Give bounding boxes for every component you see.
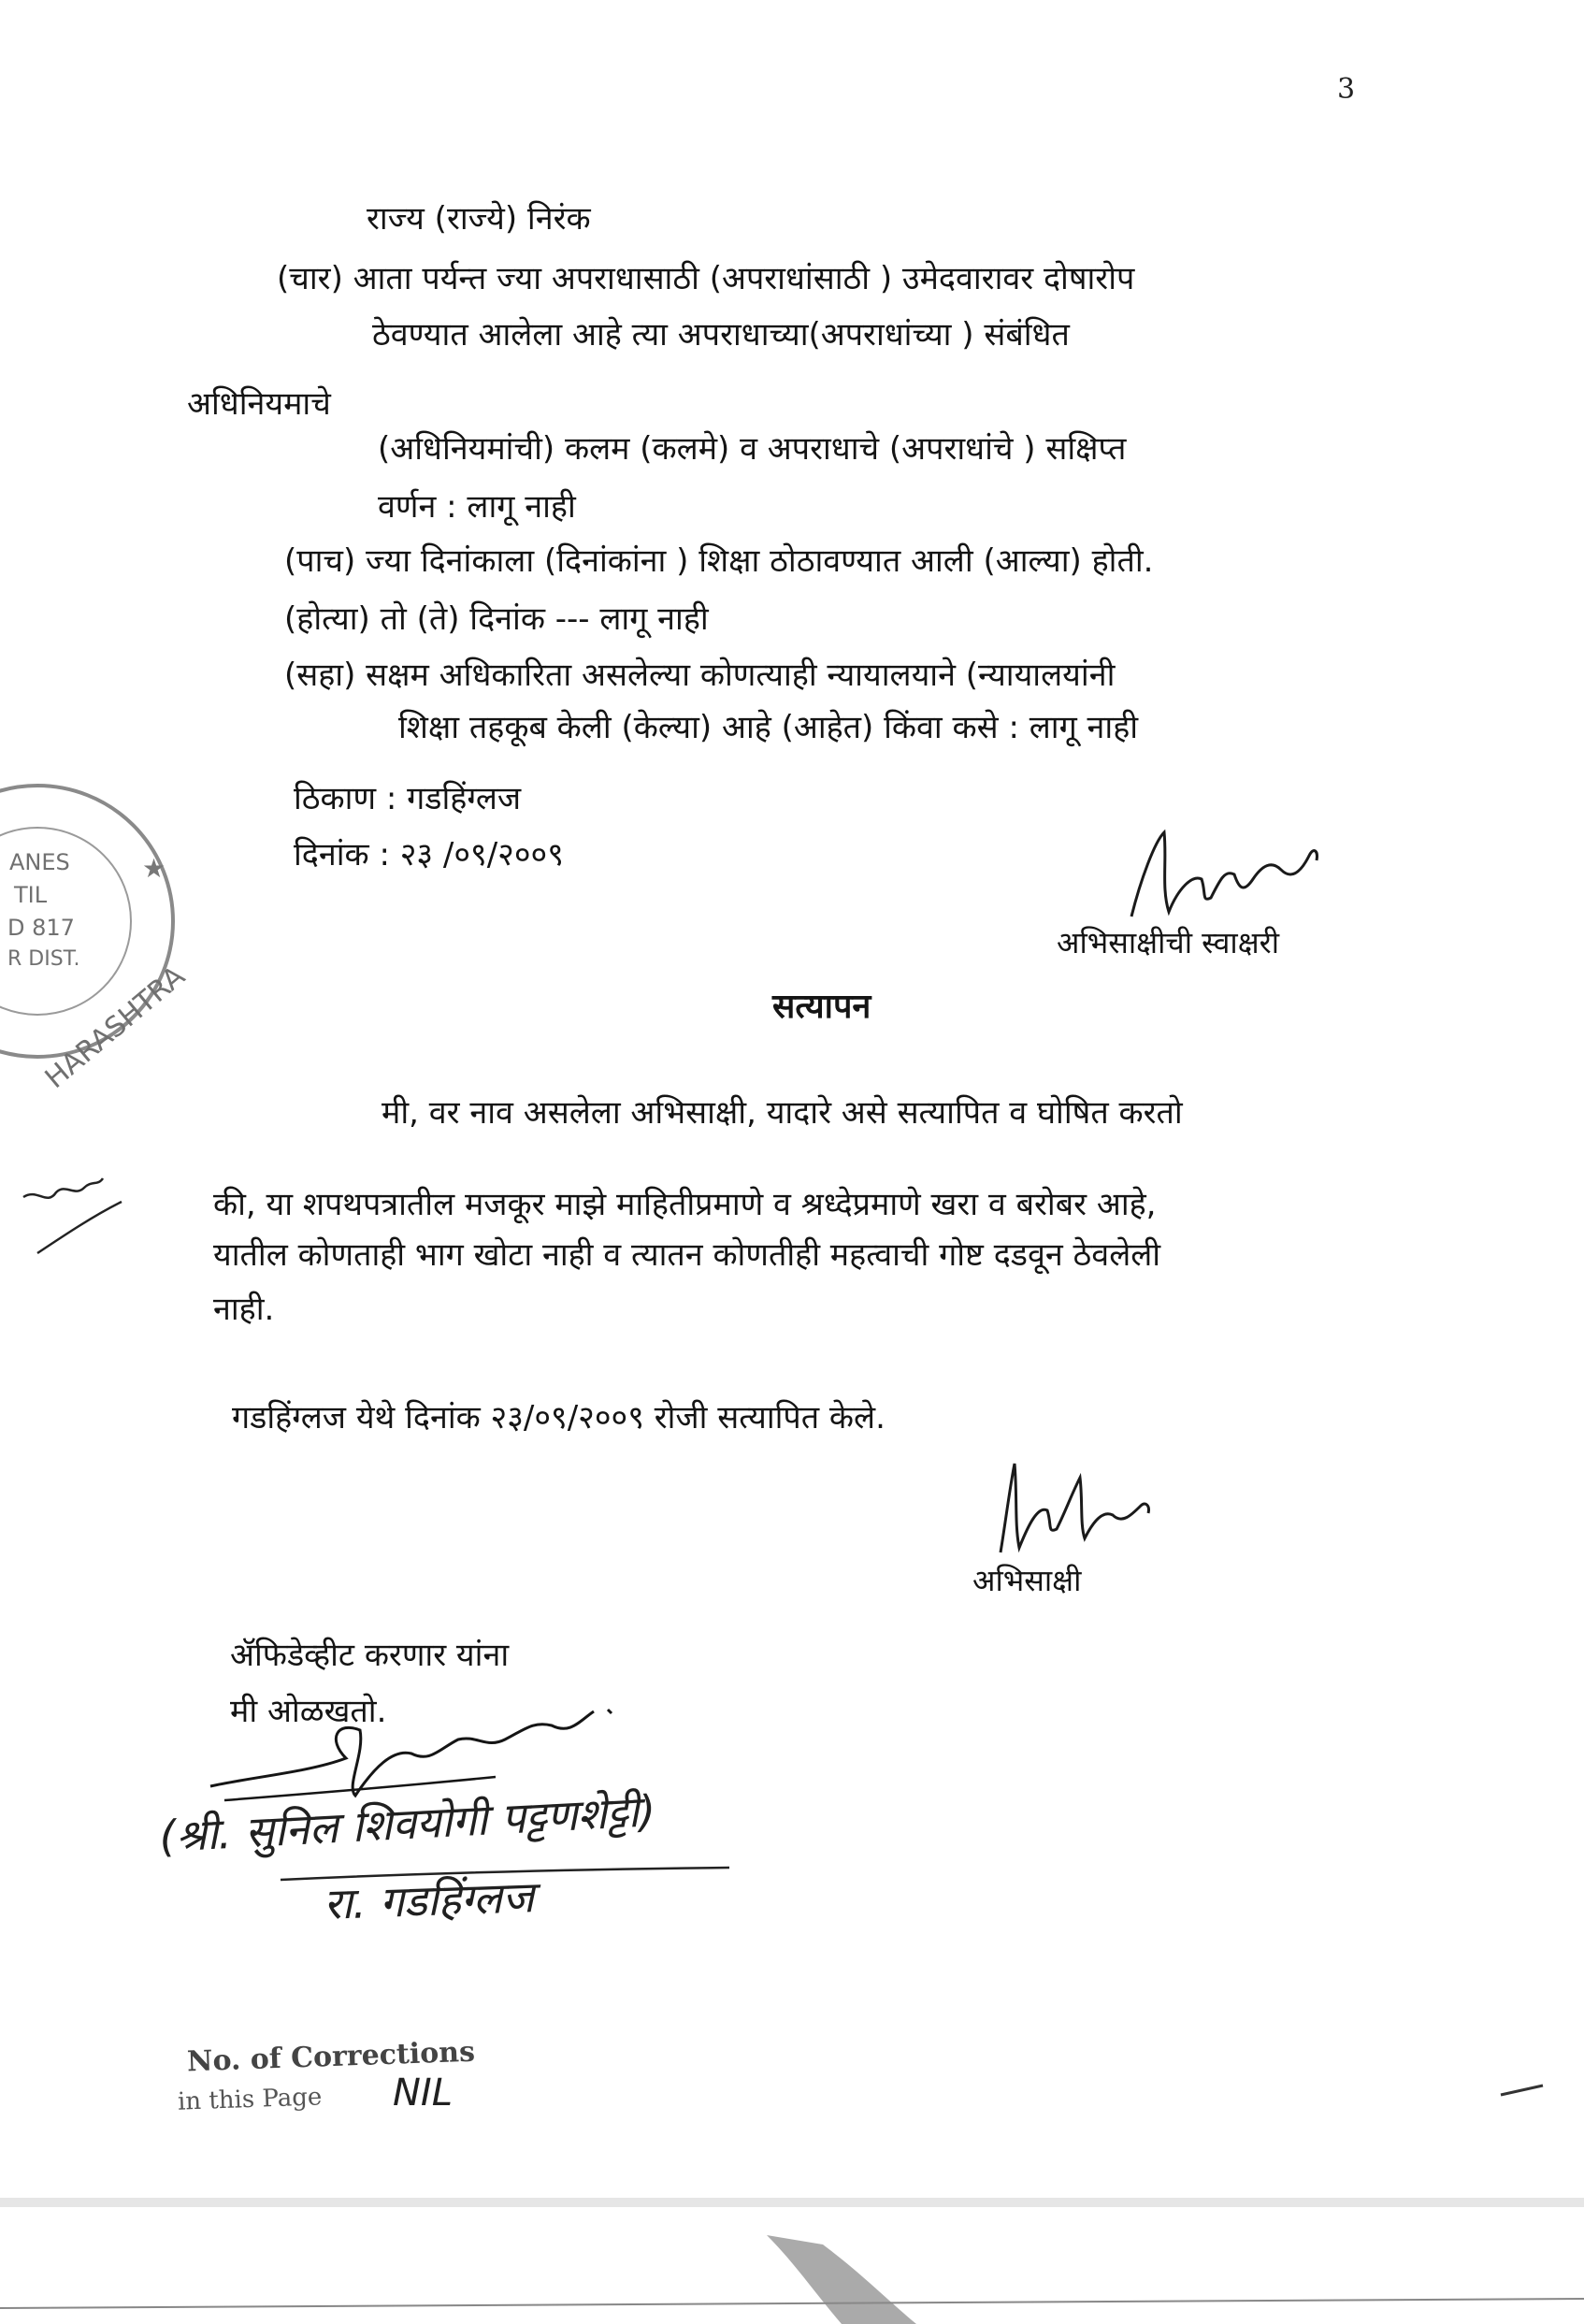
clause-six-line: (सहा) सक्षम अधिकारिता असलेल्या कोणत्याही न्यायालयाने (न्यायालयांनी (284, 657, 1116, 694)
stamp-fragment-2: TIL (14, 882, 48, 908)
date-line: दिनांक : २३ /०९/२००९ (294, 836, 564, 873)
clause-four-continuation: ठेवण्यात आलेला आहे त्या अपराधाच्या(अपराधांच्या ) संबंधित (372, 316, 1070, 354)
description-not-applicable: वर्णन : लागू नाही (378, 488, 576, 526)
identifier-statement-line: मी ओळखतो. (230, 1693, 387, 1730)
verification-heading: सत्यापन (772, 988, 871, 1026)
corrections-nil-handwritten: NIL (393, 2071, 454, 2115)
verification-para-line-1: मी, वर नाव असलेला अभिसाक्षी, यादारे असे सत्यापित व घोषित करतो (382, 1094, 1183, 1132)
verification-para-line-4: नाही. (213, 1291, 275, 1328)
state-line: राज्य (राज्ये) निरंक (367, 200, 591, 238)
verification-place-date: गडहिंग्लज येथे दिनांक २३/०९/२००९ रोजी सत्यापित केले. (232, 1399, 886, 1436)
stamp-fragment-5: HARASHTRA (38, 960, 192, 1096)
page-number: 3 (1337, 73, 1356, 106)
identifier-intro-line: ॲफिडेव्हीट करणार यांना (230, 1637, 510, 1674)
act-line: अधिनियमाचे (187, 385, 331, 423)
stamp-fragment-1: ANES (9, 849, 70, 875)
margin-initials (19, 1160, 131, 1263)
date-not-applicable-line: (होत्या) तो (ते) दिनांक --- लागू नाही (284, 600, 709, 638)
corrections-stamp-line-1: No. of Corrections (186, 2035, 476, 2079)
right-edge-mark (1496, 2076, 1552, 2104)
deponent-signature-1 (1113, 823, 1337, 926)
verification-para-line-2: की, या शपथपत्रातील मजकूर माझे माहितीप्रमाणे व श्रध्देप्रमाणे खरा व बरोबर आहे, (213, 1186, 1157, 1223)
notary-rubber-stamp (0, 767, 206, 1096)
handwritten-address: रा. गडहिंग्लज (323, 1871, 535, 1929)
handwritten-underline (281, 1866, 748, 1884)
clause-five-line: (पाच) ज्या दिनांकाला (दिनांकांना ) शिक्षा ठोठावण्यात आली (आल्या) होती. (284, 542, 1154, 580)
section-description-line: (अधिनियमांची) कलम (कलमे) व अपराधाचे (अपराधांचे ) सक्षिप्त (378, 430, 1127, 468)
deponent-signature-2 (982, 1450, 1169, 1562)
scan-edge-artifact (0, 2198, 1584, 2324)
handwritten-name: (श्री. सुनिल शिवयोगी पट्टणशेट्टी) (158, 1785, 657, 1862)
stamp-fragment-3: D 817 (7, 915, 75, 941)
clause-six-continuation: शिक्षा तहकूब केली (केल्या) आहे (आहेत) किंवा कसे : लागू नाही (398, 709, 1139, 746)
deponent-signature-label: अभिसाक्षीची स्वाक्षरी (1057, 925, 1280, 960)
stamp-star-icon: ★ (142, 853, 166, 884)
clause-four-line: (चार) आता पर्यन्त ज्या अपराधासाठी (अपराधांसाठी ) उमेदवारावर दोषारोप (277, 260, 1135, 297)
corrections-stamp-line-2: in this Page (177, 2083, 323, 2116)
place-line: ठिकाण : गडहिंग्लज (294, 780, 522, 817)
stamp-fragment-4: R DIST. (7, 947, 80, 971)
verification-para-line-3: यातील कोणताही भाग खोटा नाही व त्यातन कोणतीही महत्वाची गोष्ट दडवून ठेवलेली (213, 1236, 1161, 1274)
deponent-label: अभिसाक्षी (972, 1563, 1082, 1598)
